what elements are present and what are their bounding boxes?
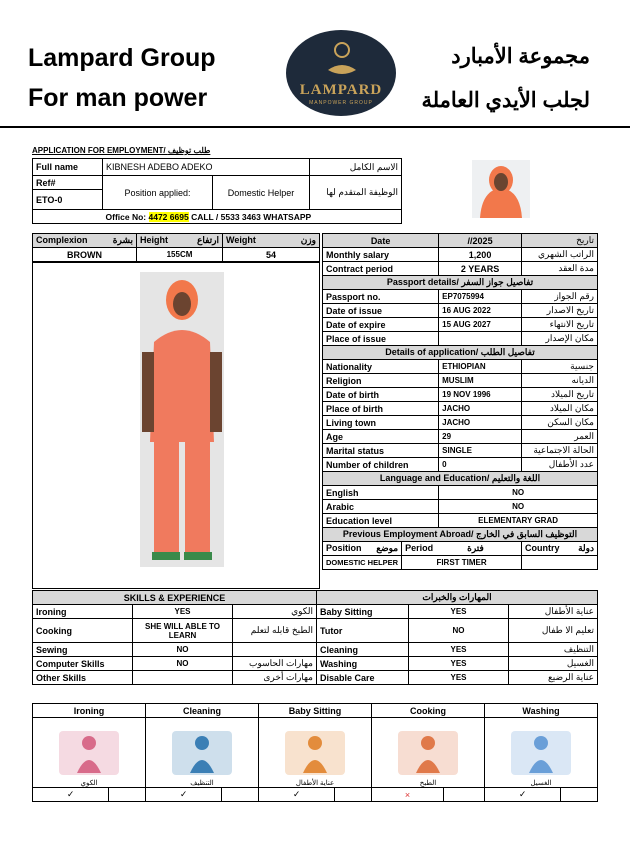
company-tagline-en: For man power: [28, 84, 208, 112]
position-ar: الوظيفة المتقدم لها: [310, 176, 402, 210]
passport-row-label: Date of issue: [323, 304, 439, 318]
physical-table: [32, 233, 320, 262]
icon-strip-ar: عناية الأطفال: [295, 780, 335, 787]
prev-country-header: Country دولة: [522, 542, 598, 556]
skills-table: [32, 590, 598, 685]
details-row-label: Religion: [323, 374, 439, 388]
ref-label: Ref#: [33, 176, 103, 190]
icon-strip-cell: [146, 718, 259, 788]
position-label: Position applied:: [103, 176, 213, 210]
icon-strip-cell: [33, 718, 146, 788]
skill-value: [133, 671, 233, 685]
language-row: [323, 514, 598, 528]
skills-row: [33, 605, 598, 619]
position-value: Domestic Helper: [213, 176, 310, 210]
logo-text: LAMPARD: [299, 82, 383, 98]
icon-strip-label: Cleaning: [146, 704, 259, 718]
washing-icon: [507, 729, 575, 777]
weight-header: Weight وزن: [223, 234, 320, 248]
check-blank: [561, 788, 598, 802]
icon-strip-table: [32, 703, 598, 802]
details-row-ar: تاريخ الميلاد: [522, 388, 598, 402]
details-row-value: 0: [439, 458, 522, 472]
details-row: [323, 444, 598, 458]
full-name-ar: الاسم الكامل: [310, 159, 402, 176]
applicant-photo-small: [472, 160, 530, 218]
icon-strip-cell: [372, 718, 485, 788]
details-row-label: Marital status: [323, 444, 439, 458]
salary-label: Monthly salary: [323, 248, 439, 262]
skill-label: Ironing: [33, 605, 133, 619]
details-row-ar: الديانه: [522, 374, 598, 388]
skills-heading-ar: المهارات والخبرات: [317, 591, 598, 605]
passport-row-value: 15 AUG 2027: [439, 318, 522, 332]
skills-row: [33, 643, 598, 657]
skill-ar: الطبخ قابله لتعلم: [233, 619, 317, 643]
skill-label: Tutor: [317, 619, 409, 643]
salary-value: 1,200: [439, 248, 522, 262]
height-header: Height ارتفاع: [137, 234, 223, 248]
company-tagline-ar: لجلب الأيدي العاملة: [421, 89, 590, 112]
icon-strip-label: Cooking: [372, 704, 485, 718]
date-ar: تاريخ: [522, 234, 598, 248]
icon-strip-label: Ironing: [33, 704, 146, 718]
skill-value: SHE WILL ABLE TO LEARN: [133, 619, 233, 643]
date-label: Date: [323, 234, 439, 248]
details-row-label: Living town: [323, 416, 439, 430]
language-row-label: English: [323, 486, 439, 500]
icon-strip-label: Baby Sitting: [259, 704, 372, 718]
details-row: [323, 388, 598, 402]
date-value: //2025: [439, 234, 522, 248]
details-row-value: SINGLE: [439, 444, 522, 458]
details-row: [323, 416, 598, 430]
check-mark: ✓: [33, 788, 109, 802]
details-row-value: 29: [439, 430, 522, 444]
ref-value: ETO-0: [33, 190, 103, 210]
details-row: [323, 458, 598, 472]
previous-heading: Previous Employment Abroad/ التوظيف السابق في الخارج: [323, 528, 598, 542]
language-heading: Language and Education/ اللغة والتعليم: [323, 472, 598, 486]
passport-row-ar: رقم الجواز: [522, 290, 598, 304]
language-row-value: ELEMENTARY GRAD: [439, 514, 598, 528]
details-row-value: JACHO: [439, 402, 522, 416]
skill-value: YES: [133, 605, 233, 619]
check-mark: ×: [372, 788, 444, 802]
skill-label: Cooking: [33, 619, 133, 643]
details-row-ar: الحالة الاجتماعية: [522, 444, 598, 458]
ironing-icon: [55, 729, 123, 777]
prev-position-header: Position موضع: [323, 542, 402, 556]
passport-row-label: Place of issue: [323, 332, 439, 346]
language-row-value: NO: [439, 486, 598, 500]
check-mark: ✓: [146, 788, 222, 802]
passport-row-value: [439, 332, 522, 346]
passport-row: [323, 304, 598, 318]
skill-value: YES: [409, 643, 509, 657]
period-label: Contract period: [323, 262, 439, 276]
weight-value: 54: [223, 248, 320, 262]
skill-label: Sewing: [33, 643, 133, 657]
details-row-value: MUSLIM: [439, 374, 522, 388]
language-row-value: NO: [439, 500, 598, 514]
details-row-label: Age: [323, 430, 439, 444]
details-row: [323, 374, 598, 388]
skill-ar: مهارات الحاسوب: [233, 657, 317, 671]
passport-row: [323, 332, 598, 346]
skill-label: Cleaning: [317, 643, 409, 657]
skill-ar: [233, 643, 317, 657]
check-blank: [335, 788, 372, 802]
skill-value: NO: [133, 643, 233, 657]
skills-row: [33, 619, 598, 643]
check-blank: [222, 788, 259, 802]
company-name-en: Lampard Group: [28, 44, 216, 72]
full-name-label: Full name: [33, 159, 103, 176]
period-value: 2 YEARS: [439, 262, 522, 276]
complexion-value: BROWN: [33, 248, 137, 262]
check-mark: ✓: [259, 788, 335, 802]
icon-strip-ar: الغسيل: [530, 780, 552, 787]
skill-value: NO: [133, 657, 233, 671]
skills-row: [33, 671, 598, 685]
details-row-ar: مكان السكن: [522, 416, 598, 430]
details-row-label: Place of birth: [323, 402, 439, 416]
icon-strip-ar: الكوي: [80, 780, 98, 787]
passport-row-label: Date of expire: [323, 318, 439, 332]
passport-row: [323, 290, 598, 304]
skill-value: YES: [409, 657, 509, 671]
skill-label: Other Skills: [33, 671, 133, 685]
skill-label: Computer Skills: [33, 657, 133, 671]
skill-value: YES: [409, 671, 509, 685]
details-row-value: ETHIOPIAN: [439, 360, 522, 374]
baby-sitting-icon: [281, 729, 349, 777]
icon-strip-ar: الطبخ: [419, 780, 437, 787]
applicant-info-table: [32, 158, 402, 224]
details-row: [323, 360, 598, 374]
skill-ar: الغسيل: [509, 657, 598, 671]
skill-ar: الكوي: [233, 605, 317, 619]
header-divider: [0, 126, 630, 128]
skill-ar: مهارات أخرى: [233, 671, 317, 685]
details-row-ar: مكان الميلاد: [522, 402, 598, 416]
details-row-value: 19 NOV 1996: [439, 388, 522, 402]
check-blank: [109, 788, 146, 802]
period-ar: مدة العقد: [522, 262, 598, 276]
language-row: [323, 500, 598, 514]
details-row-label: Number of children: [323, 458, 439, 472]
cleaning-icon: [168, 729, 236, 777]
passport-row-value: 16 AUG 2022: [439, 304, 522, 318]
icon-strip-cell: [259, 718, 372, 788]
application-heading: APPLICATION FOR EMPLOYMENT/ طلب توظيف: [32, 146, 211, 155]
height-value: 155CM: [137, 248, 223, 262]
skills-heading: SKILLS & EXPERIENCE: [33, 591, 317, 605]
skill-value: YES: [409, 605, 509, 619]
icon-strip-label: Washing: [485, 704, 598, 718]
salary-ar: الراتب الشهري: [522, 248, 598, 262]
logo-subtext: MANPOWER GROUP: [309, 100, 373, 106]
passport-heading: Passport details/ تفاصيل جواز السفر: [323, 276, 598, 290]
prev-country-value: [522, 556, 598, 570]
details-row-label: Nationality: [323, 360, 439, 374]
details-row: [323, 430, 598, 444]
skill-ar: عناية الأطفال: [509, 605, 598, 619]
office-number-highlight: 4472 6695: [148, 211, 189, 222]
company-name-ar: مجموعة الأمبارد: [451, 45, 590, 68]
icon-strip-ar: التنظيف: [190, 780, 214, 787]
skill-ar: التنظيف: [509, 643, 598, 657]
passport-row: [323, 318, 598, 332]
language-row-label: Education level: [323, 514, 439, 528]
passport-row-ar: تاريخ الاصدار: [522, 304, 598, 318]
details-row-ar: العمر: [522, 430, 598, 444]
prev-position-value: DOMESTIC HELPER: [323, 556, 402, 570]
applicant-photo-full: [140, 272, 224, 567]
office-contact: Office No: 4472 6695 CALL / 5533 3463 WHATSAPP: [103, 210, 402, 224]
details-heading: Details of application/ تفاصيل الطلب: [323, 346, 598, 360]
details-row: [323, 402, 598, 416]
language-row-label: Arabic: [323, 500, 439, 514]
skill-label: Disable Care: [317, 671, 409, 685]
skill-label: Baby Sitting: [317, 605, 409, 619]
cooking-icon: [394, 729, 462, 777]
passport-row-ar: مكان الإصدار: [522, 332, 598, 346]
skill-ar: عناية الرضيع: [509, 671, 598, 685]
skill-value: NO: [409, 619, 509, 643]
complexion-header: Complexion بشرة: [33, 234, 137, 248]
hand-icon: [324, 40, 360, 78]
details-row-value: JACHO: [439, 416, 522, 430]
language-row: [323, 486, 598, 500]
prev-period-value: FIRST TIMER: [402, 556, 522, 570]
full-name-value: KIBNESH ADEBO ADEKO: [103, 159, 310, 176]
check-blank: [443, 788, 484, 802]
details-row-ar: جنسية: [522, 360, 598, 374]
details-table: [322, 233, 598, 570]
icon-strip-cell: [485, 718, 598, 788]
details-row-label: Date of birth: [323, 388, 439, 402]
passport-row-label: Passport no.: [323, 290, 439, 304]
passport-row-ar: تاريخ الانتهاء: [522, 318, 598, 332]
check-mark: ✓: [485, 788, 561, 802]
skill-ar: تعليم الا طفال: [509, 619, 598, 643]
skill-label: Washing: [317, 657, 409, 671]
passport-row-value: EP7075994: [439, 290, 522, 304]
company-logo: [286, 30, 396, 116]
skills-row: [33, 657, 598, 671]
prev-period-header: Period فترة: [402, 542, 522, 556]
details-row-ar: عدد الأطفال: [522, 458, 598, 472]
